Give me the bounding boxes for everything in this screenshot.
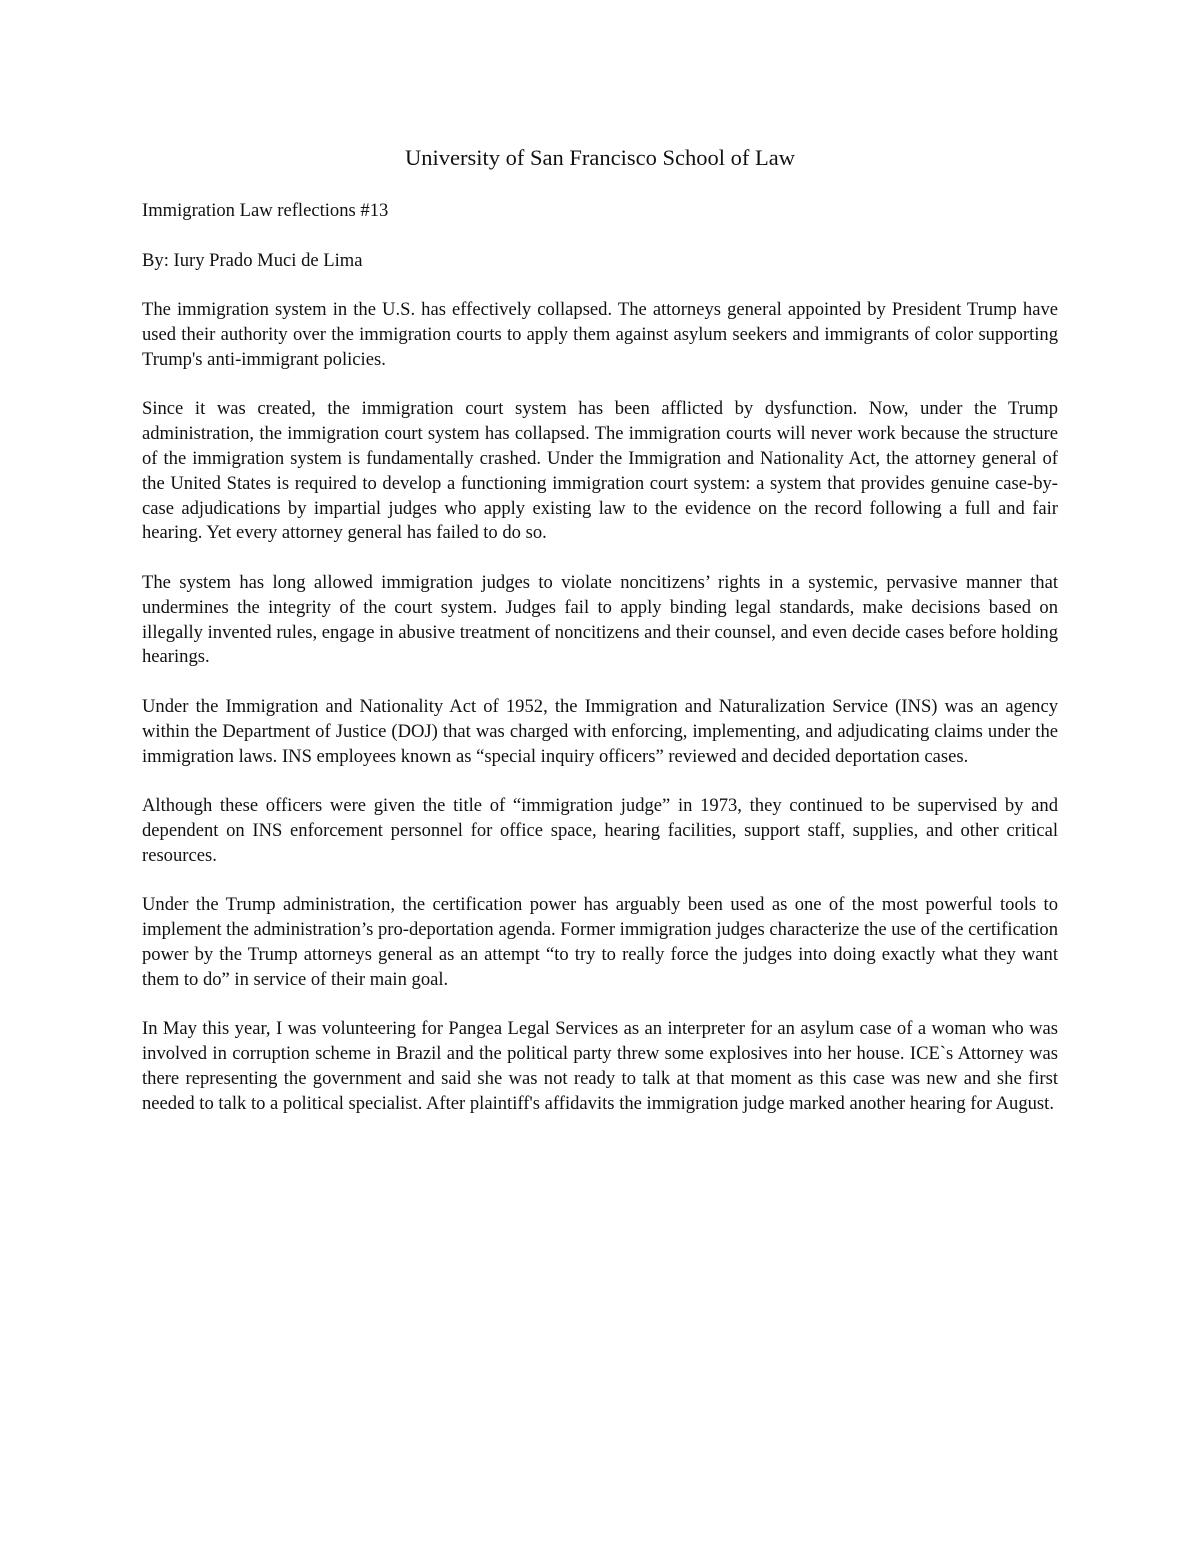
paragraph-2: Since it was created, the immigration court system has been afflicted by dysfunction. Now, under the Trump administration, the immigration court system has collapsed. The immigration courts will never work because the structure of the immigration system is fundamentally crashed. Under the Immigration and Nationality Act, the attorney general of the United States is required to develop a functioning immigration court system: a system that provides genuine case-by-case adjudications by impartial judges who apply existing law to the evidence on the record following a full and fair hearing. Yet every attorney general has failed to do so. bbox=[142, 398, 1058, 544]
paragraph-7: In May this year, I was volunteering for Pangea Legal Services as an interpreter for an asylum case of a woman who was involved in corruption scheme in Brazil and the political party threw some explosives into her house. ICE`s Attorney was there representing the government and said she was not ready to talk at that moment as this case was new and she first needed to talk to a political specialist. After plaintiff's affidavits the immigration judge marked another hearing for August. bbox=[142, 1018, 1058, 1114]
paragraph-5: Although these officers were given the title of “immigration judge” in 1973, they continued to be supervised by and dependent on INS enforcement personnel for office space, hearing facilities, support staff, supplies, and other critical resources. bbox=[142, 795, 1058, 866]
document-body bbox=[142, 143, 1058, 1141]
document-subtitle: Immigration Law reflections #13 bbox=[142, 200, 389, 221]
document-title: University of San Francisco School of Law bbox=[405, 145, 795, 170]
paragraph-3: The system has long allowed immigration judges to violate noncitizens’ rights in a systemic, pervasive manner that undermines the integrity of the court system. Judges fail to apply binding legal standards, make decisions based on illegally invented rules, engage in abusive treatment of noncitizens and their counsel, and even decide cases before holding hearings. bbox=[142, 571, 1058, 668]
author-byline: By: Iury Prado Muci de Lima bbox=[142, 249, 363, 271]
paragraph-4: Under the Immigration and Nationality Act of 1952, the Immigration and Naturalization Service (INS) was an agency within the Department of Justice (DOJ) that was charged with enforcing, implementing, and adjudicating claims under the immigration laws. INS employees known as “special inquiry officers” reviewed and decided deportation cases. bbox=[142, 695, 1058, 767]
paragraph-1: The immigration system in the U.S. has effectively collapsed. The attorneys general appointed by President Trump have used their authority over the immigration courts to apply them against asylum seekers and immigrants of color supporting Trump's anti-immigrant policies. bbox=[142, 299, 1058, 370]
paragraph-6: Under the Trump administration, the certification power has arguably been used as one of the most powerful tools to implement the administration’s pro-deportation agenda. Former immigration judges characterize the use of the certification power by the Trump attorneys general as an attempt “to try to really force the judges into doing exactly what they want them to do” in service of their main goal. bbox=[142, 894, 1058, 990]
